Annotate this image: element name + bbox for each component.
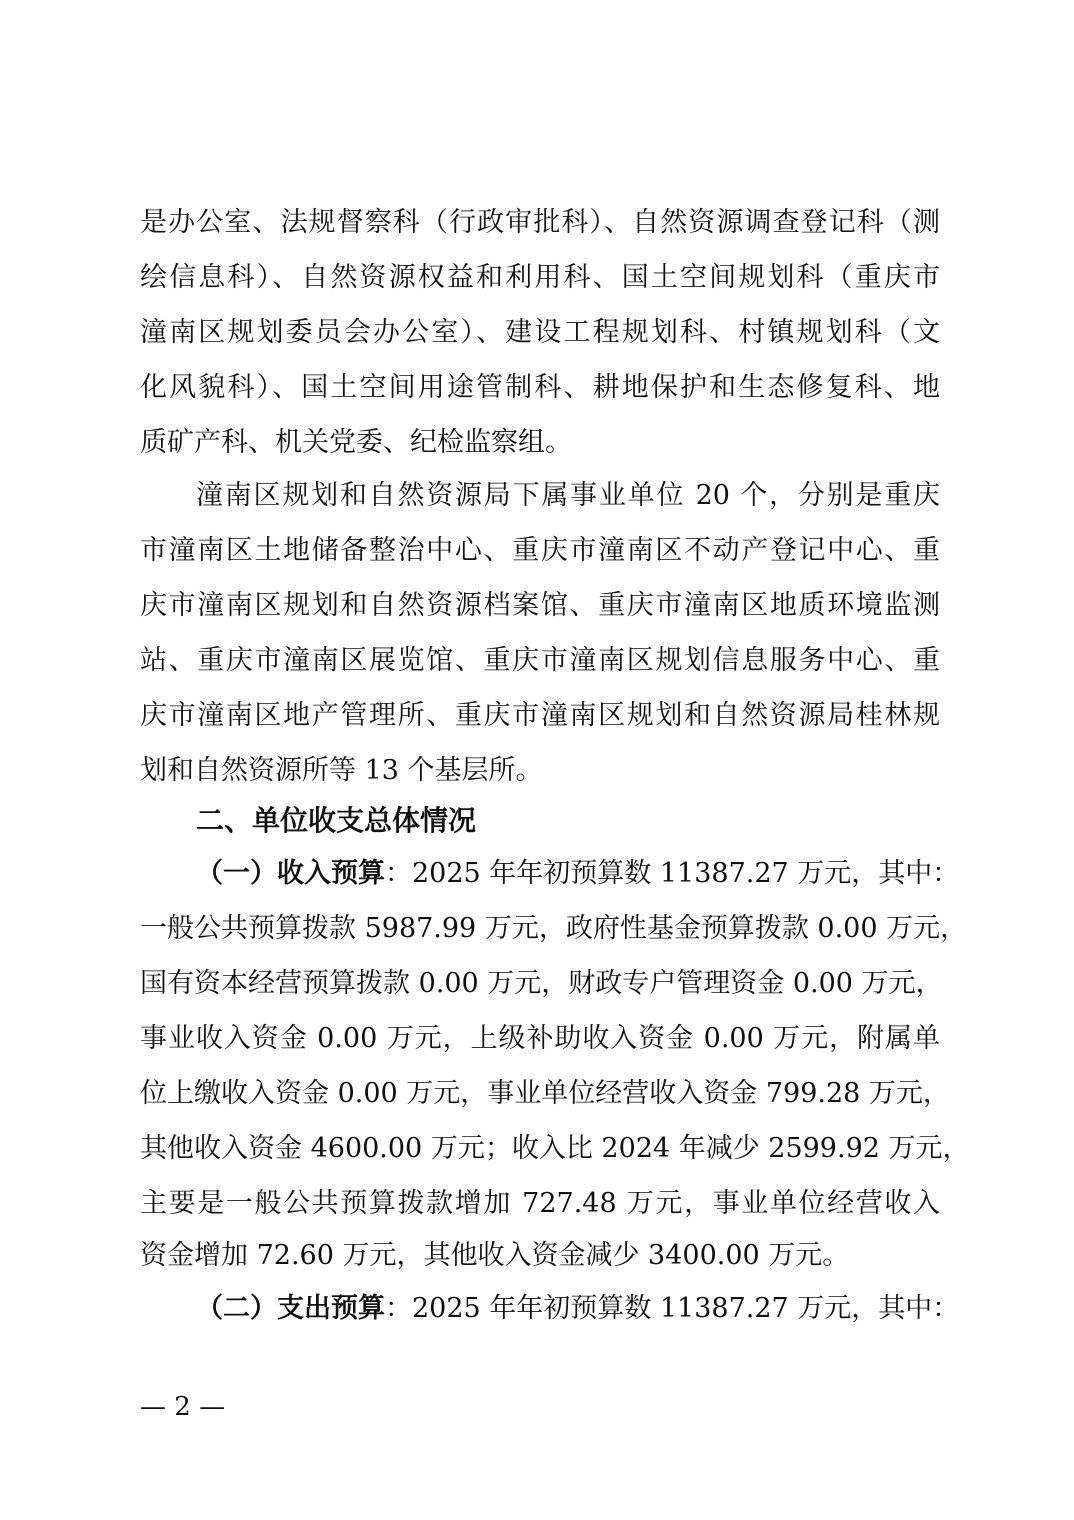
paragraph-line: 绘信息科）、自然资源权益和利用科、国土空间规划科（重庆市 [140,262,940,293]
income-label: （一）收入预算 [196,858,385,889]
expenditure-first-line-text: ：2025 年年初预算数 11387.27 万元，其中： [385,1293,960,1324]
paragraph-line: 主要是一般公共预算拨款增加 727.48 万元，事业单位经营收入 [140,1188,940,1219]
paragraph-line: 潼南区规划和自然资源局下属事业单位 20 个，分别是重庆 [196,480,940,511]
paragraph-line: 是办公室、法规督察科（行政审批科）、自然资源调查登记科（测 [140,207,940,238]
paragraph-line: 庆市潼南区规划和自然资源档案馆、重庆市潼南区地质环境监测 [140,590,940,621]
income-first-line-text: ：2025 年年初预算数 11387.27 万元，其中： [385,858,960,889]
paragraph-line: 站、重庆市潼南区展览馆、重庆市潼南区规划信息服务中心、重 [140,645,940,676]
paragraph-line: 化风貌科）、国土空间用途管制科、耕地保护和生态修复科、地 [140,372,940,403]
paragraph-line: 国有资本经营预算拨款 0.00 万元，财政专户管理资金 0.00 万元， [140,968,943,999]
paragraph-line: 市潼南区土地储备整治中心、重庆市潼南区不动产登记中心、重 [140,535,940,566]
paragraph-line: 位上缴收入资金 0.00 万元，事业单位经营收入资金 799.28 万元， [140,1078,950,1109]
paragraph-line: 潼南区规划委员会办公室）、建设工程规划科、村镇规划科（文 [140,317,940,348]
section-heading: 二、单位收支总体情况 [196,804,477,837]
page-number: — 2 — [140,1392,226,1422]
paragraph-line: 其他收入资金 4600.00 万元；收入比 2024 年减少 2599.92 万元， [140,1133,970,1164]
paragraph-line: 庆市潼南区地产管理所、重庆市潼南区规划和自然资源局桂林规 [140,700,940,731]
paragraph-line: 事业收入资金 0.00 万元，上级补助收入资金 0.00 万元，附属单 [140,1023,940,1054]
paragraph-line: 一般公共预算拨款 5987.99 万元，政府性基金预算拨款 0.00 万元， [140,913,968,944]
paragraph-line: 质矿产科、机关党委、纪检监察组。 [140,427,572,458]
income-first-line [196,858,960,890]
paragraph-line: 划和自然资源所等 13 个基层所。 [140,755,543,786]
expenditure-label: （二）支出预算 [196,1293,385,1324]
paragraph-line: 资金增加 72.60 万元，其他收入资金减少 3400.00 万元。 [140,1240,850,1271]
expenditure-first-line [196,1293,960,1325]
